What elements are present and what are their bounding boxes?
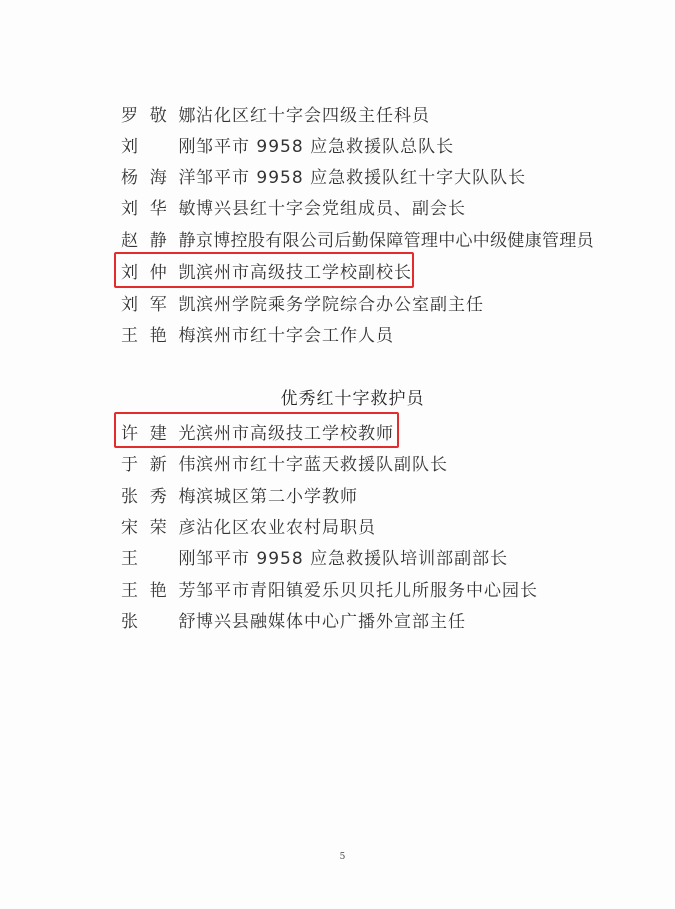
list-item xyxy=(121,225,594,251)
person-name: 刘华敏 xyxy=(121,198,196,219)
page-number: 5 xyxy=(339,852,346,862)
person-title: 沾化区农业农村局职员 xyxy=(196,517,376,538)
list-item xyxy=(121,449,448,475)
person-name: 王艳芳 xyxy=(121,580,196,601)
person-title: 滨州市红十字会工作人员 xyxy=(196,325,394,346)
person-title: 博兴县红十字会党组成员、副会长 xyxy=(196,198,466,219)
person-title: 沾化区红十字会四级主任科员 xyxy=(196,105,430,126)
person-name: 张 舒 xyxy=(121,611,196,632)
list-item xyxy=(121,131,454,157)
list-item xyxy=(121,481,358,507)
person-title: 滨州市红十字蓝天救援队副队长 xyxy=(196,454,448,475)
person-title: 邹平市 9958 应急救援队红十字大队队长 xyxy=(196,167,527,188)
person-name: 刘 刚 xyxy=(121,136,196,157)
section-heading: 优秀红十字救护员 xyxy=(280,389,425,409)
person-name: 宋荣彦 xyxy=(121,517,196,538)
person-title: 滨城区第二小学教师 xyxy=(196,486,358,507)
list-item xyxy=(121,289,484,315)
person-name: 许建光 xyxy=(121,423,196,444)
person-name: 王 刚 xyxy=(121,548,196,569)
person-title: 滨州市高级技工学校教师 xyxy=(196,423,394,444)
highlight-box xyxy=(114,412,399,448)
list-item xyxy=(121,320,394,346)
person-name: 刘仲凯 xyxy=(121,262,196,283)
person-name: 罗敬娜 xyxy=(121,105,196,126)
highlight-box xyxy=(114,252,414,288)
list-item xyxy=(121,543,508,569)
person-title: 邹平市 9958 应急救援队总队长 xyxy=(196,136,455,157)
person-title: 京博控股有限公司后勤保障管理中心中级健康管理员 xyxy=(196,230,594,251)
person-name: 于新伟 xyxy=(121,454,196,475)
person-title: 邹平市 9958 应急救援队培训部副部长 xyxy=(196,548,509,569)
list-item xyxy=(121,100,430,126)
person-name: 王艳梅 xyxy=(121,325,196,346)
person-title: 博兴县融媒体中心广播外宣部主任 xyxy=(196,611,466,632)
person-title: 滨州学院乘务学院综合办公室副主任 xyxy=(196,294,484,315)
list-item xyxy=(121,162,526,188)
person-name: 张秀梅 xyxy=(121,486,196,507)
person-name: 刘军凯 xyxy=(121,294,196,315)
person-title: 滨州市高级技工学校副校长 xyxy=(196,262,412,283)
list-item xyxy=(121,575,538,601)
person-name: 杨海洋 xyxy=(121,167,196,188)
list-item xyxy=(121,512,376,538)
list-item xyxy=(121,193,466,219)
person-name: 赵静静 xyxy=(121,230,196,251)
person-title: 邹平市青阳镇爱乐贝贝托儿所服务中心园长 xyxy=(196,580,538,601)
list-item xyxy=(121,606,466,632)
